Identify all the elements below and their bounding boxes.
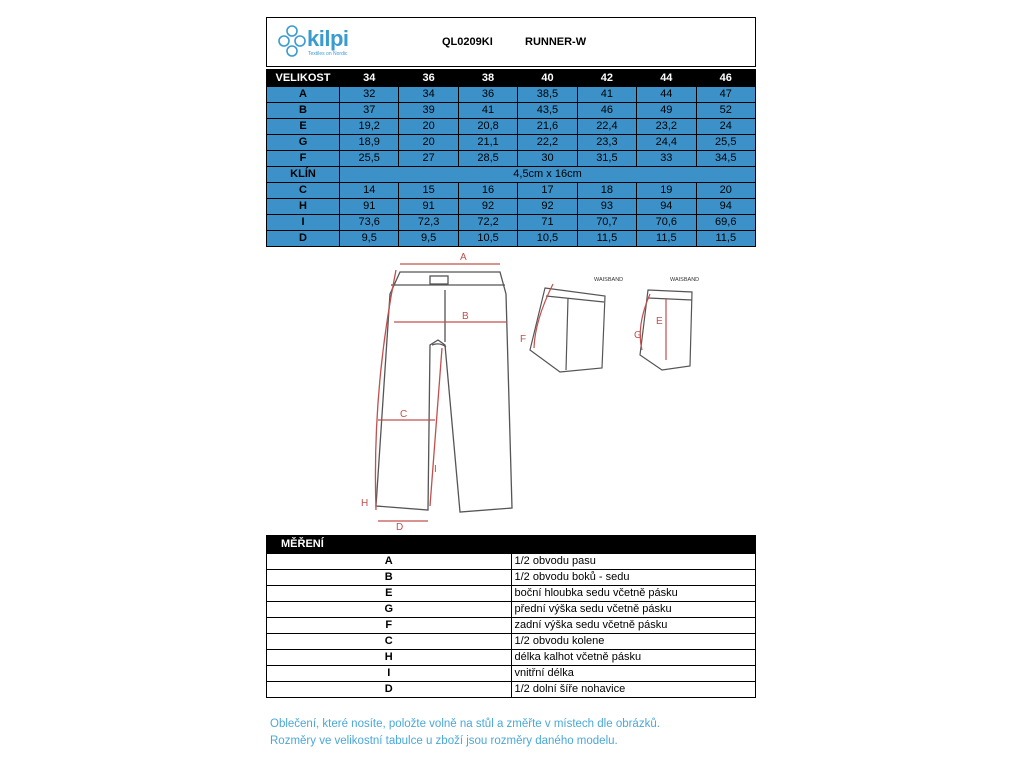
- size-value: 10,5: [518, 231, 577, 247]
- size-value: 69,6: [696, 215, 755, 231]
- size-value: 28,5: [458, 151, 517, 167]
- note-line-2: Rozměry ve velikostní tabulce u zboží jsou rozměry daného modelu.: [270, 735, 618, 747]
- size-row: [267, 215, 756, 231]
- measurement-table: [266, 535, 756, 698]
- size-col: 46: [696, 70, 755, 87]
- measurement-description: 1/2 dolní šíře nohavice: [511, 682, 756, 698]
- size-col: 40: [518, 70, 577, 87]
- knot-logo-icon: [277, 24, 307, 58]
- label-h: H: [361, 498, 369, 509]
- size-value: 11,5: [577, 231, 636, 247]
- measurement-code: B: [267, 570, 512, 586]
- label-d: D: [396, 522, 404, 530]
- measure-label: C: [267, 183, 340, 199]
- size-value: 71: [518, 215, 577, 231]
- size-value: 37: [340, 103, 399, 119]
- kilpi-logo: [277, 24, 363, 62]
- measurement-code: I: [267, 666, 512, 682]
- pants-measure-lines: [375, 264, 507, 521]
- measure-label: H: [267, 199, 340, 215]
- size-value: 92: [518, 199, 577, 215]
- measurement-description: zadní výška sedu včetně pásku: [511, 618, 756, 634]
- size-value: 22,4: [577, 119, 636, 135]
- size-value: 21,6: [518, 119, 577, 135]
- size-value: 36: [458, 87, 517, 103]
- size-value: 52: [696, 103, 755, 119]
- size-value: 41: [458, 103, 517, 119]
- size-value: 70,7: [577, 215, 636, 231]
- size-row: [267, 87, 756, 103]
- label-g: G: [634, 330, 642, 341]
- size-value: 10,5: [458, 231, 517, 247]
- measure-label: B: [267, 103, 340, 119]
- header-box: [266, 17, 756, 67]
- size-value: 17: [518, 183, 577, 199]
- size-value: 49: [637, 103, 696, 119]
- back-rise-outline: [530, 288, 605, 372]
- measurement-row: [267, 682, 756, 698]
- size-value: 25,5: [340, 151, 399, 167]
- size-value: 92: [458, 199, 517, 215]
- size-value: 72,3: [399, 215, 458, 231]
- size-value: 46: [577, 103, 636, 119]
- size-value: 19,2: [340, 119, 399, 135]
- size-col: 44: [637, 70, 696, 87]
- size-row: [267, 151, 756, 167]
- size-value: 27: [399, 151, 458, 167]
- size-value: 15: [399, 183, 458, 199]
- size-value: 16: [458, 183, 517, 199]
- measurement-row: [267, 554, 756, 570]
- measurement-description: 1/2 obvodu pasu: [511, 554, 756, 570]
- size-value: 70,6: [637, 215, 696, 231]
- measurement-code: E: [267, 586, 512, 602]
- size-value: 91: [340, 199, 399, 215]
- measurement-row: [267, 570, 756, 586]
- measurement-description: 1/2 obvodu kolene: [511, 634, 756, 650]
- measurement-row: [267, 666, 756, 682]
- size-value: 43,5: [518, 103, 577, 119]
- klin-label: KLÍN: [267, 167, 340, 183]
- size-col: 42: [577, 70, 636, 87]
- size-value: 73,6: [340, 215, 399, 231]
- size-row: [267, 119, 756, 135]
- measurement-description: boční hloubka sedu včetně pásku: [511, 586, 756, 602]
- measure-label: G: [267, 135, 340, 151]
- measurement-row: [267, 602, 756, 618]
- measure-label: A: [267, 87, 340, 103]
- size-value: 9,5: [340, 231, 399, 247]
- size-header-row: [267, 70, 756, 87]
- size-value: 20: [399, 135, 458, 151]
- size-value: 21,1: [458, 135, 517, 151]
- waistband-label-2: WAISBAND: [670, 277, 700, 283]
- measurement-code: A: [267, 554, 512, 570]
- size-value: 18,9: [340, 135, 399, 151]
- size-value: 44: [637, 87, 696, 103]
- size-value: 24,4: [637, 135, 696, 151]
- size-value: 94: [696, 199, 755, 215]
- klin-value: 4,5cm x 16cm: [340, 167, 756, 183]
- label-f: F: [520, 334, 527, 345]
- size-value: 19: [637, 183, 696, 199]
- measurement-description: přední výška sedu včetně pásku: [511, 602, 756, 618]
- label-e: E: [656, 316, 663, 327]
- measure-label: D: [267, 231, 340, 247]
- measurement-row: [267, 618, 756, 634]
- measurement-code: F: [267, 618, 512, 634]
- label-c: C: [400, 409, 408, 420]
- product-code: QL0209KI: [442, 36, 493, 48]
- measurement-row: [267, 634, 756, 650]
- size-value: 31,5: [577, 151, 636, 167]
- size-value: 30: [518, 151, 577, 167]
- size-value: 25,5: [696, 135, 755, 151]
- size-value: 47: [696, 87, 755, 103]
- size-value: 39: [399, 103, 458, 119]
- size-value: 11,5: [637, 231, 696, 247]
- size-value: 93: [577, 199, 636, 215]
- size-value: 14: [340, 183, 399, 199]
- measurement-code: G: [267, 602, 512, 618]
- measurement-description: délka kalhot včetně pásku: [511, 650, 756, 666]
- size-value: 33: [637, 151, 696, 167]
- measure-label: I: [267, 215, 340, 231]
- measurement-code: D: [267, 682, 512, 698]
- size-value: 72,2: [458, 215, 517, 231]
- measurement-code: H: [267, 650, 512, 666]
- measurement-description: vnitřní délka: [511, 666, 756, 682]
- brand-tagline: Textiles on Nordic: [308, 51, 348, 57]
- size-header-label: VELIKOST: [267, 70, 340, 87]
- size-col: 38: [458, 70, 517, 87]
- size-value: 32: [340, 87, 399, 103]
- size-value: 34,5: [696, 151, 755, 167]
- size-value: 9,5: [399, 231, 458, 247]
- size-value: 20,8: [458, 119, 517, 135]
- measurement-code: C: [267, 634, 512, 650]
- size-col: 34: [340, 70, 399, 87]
- klin-row: [267, 167, 756, 183]
- pants-outline: [376, 272, 512, 512]
- measurement-header: MĚŘENÍ: [267, 536, 756, 554]
- size-value: 11,5: [696, 231, 755, 247]
- size-row: [267, 103, 756, 119]
- side-rise-measure: [640, 294, 666, 360]
- size-value: 20: [399, 119, 458, 135]
- label-i: I: [434, 464, 437, 475]
- measure-label: E: [267, 119, 340, 135]
- size-row: [267, 231, 756, 247]
- size-row: [267, 183, 756, 199]
- size-value: 20: [696, 183, 755, 199]
- size-value: 24: [696, 119, 755, 135]
- size-col: 36: [399, 70, 458, 87]
- note-line-1: Oblečení, které nosíte, položte volně na stůl a změřte v místech dle obrázků.: [270, 718, 660, 730]
- waistband-label-1: WAISBAND: [594, 277, 624, 283]
- size-value: 18: [577, 183, 636, 199]
- measurement-header-row: [267, 536, 756, 554]
- measurement-row: [267, 586, 756, 602]
- size-value: 38,5: [518, 87, 577, 103]
- size-value: 23,2: [637, 119, 696, 135]
- size-table: [266, 69, 756, 247]
- label-b: B: [462, 311, 469, 322]
- label-a: A: [460, 252, 467, 263]
- size-row: [267, 135, 756, 151]
- brand-name: kilpi: [307, 26, 349, 51]
- measurement-row: [267, 650, 756, 666]
- size-value: 94: [637, 199, 696, 215]
- size-value: 22,2: [518, 135, 577, 151]
- pants-diagram: [350, 250, 710, 530]
- size-value: 23,3: [577, 135, 636, 151]
- model-name: RUNNER-W: [525, 36, 587, 48]
- measure-label: F: [267, 151, 340, 167]
- size-value: 41: [577, 87, 636, 103]
- size-row: [267, 199, 756, 215]
- size-value: 34: [399, 87, 458, 103]
- size-value: 91: [399, 199, 458, 215]
- measurement-description: 1/2 obvodu boků - sedu: [511, 570, 756, 586]
